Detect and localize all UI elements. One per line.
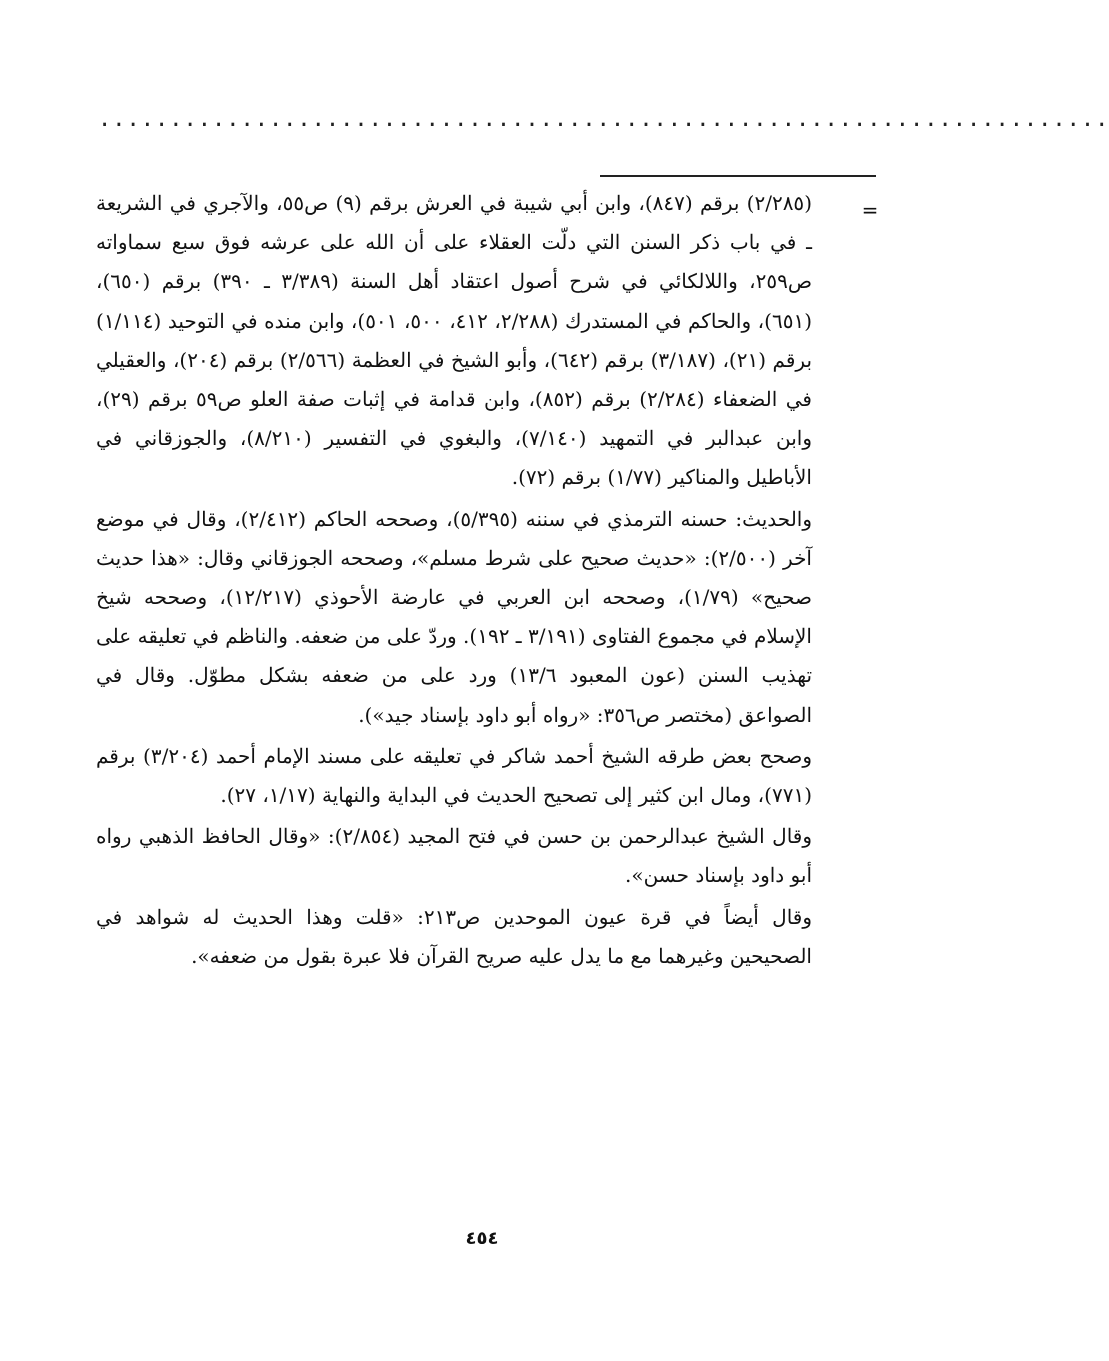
footnote-rule: [600, 175, 876, 177]
continuation-mark: =: [861, 198, 879, 222]
page-number: ٤٥٤: [465, 1228, 499, 1249]
paragraph-fath-al-majid: وقال الشيخ عبدالرحمن بن حسن في فتح المجيد (٢/٨٥٤): «وقال الحافظ الذهبي رواه أبو داود بإسناد حسن».: [96, 824, 812, 888]
paragraph-shakir: وصحح بعض طرقه الشيخ أحمد شاكر في تعليقه على مسند الإمام أحمد (٣/٢٠٤) برقم (٧٧١)، ومال ابن كثير إلى تصحيح الحديث في البداية والنهاية (١/١٧، ٢٧).: [96, 743, 812, 808]
footnote-body: [96, 184, 812, 978]
paragraph-sources: (٢/٢٨٥) برقم (٨٤٧)، وابن أبي شيبة في العرش برقم (٩) ص٥٥، والآجري في الشريعة ـ في باب ذكر السنن التي دلّت العقلاء على أن الله على عرشه فوق سبع سماواته ص٢٥٩، واللالكائي في شرح أصول اعتقاد أهل السنة (٣/٣٨٩ ـ ٣٩٠) برقم (٦٥٠)، (٦٥١)، والحاكم في المستدرك (٢/٢٨٨، ٤١٢، ٥٠٠، ٥٠١)، وابن منده في التوحيد (١/١١٤) برقم (٢١)، (٣/١٨٧) برقم (٦٤٢)، وأبو الشيخ في العظمة (٢/٥٦٦) برقم (٢٠٤)، والعقيلي في الضعفاء (٢/٢٨٤) برقم (٨٥٢)، وابن قدامة في إثبات صفة العلو ص٥٩ برقم (٢٩)، وابن عبدالبر في التمهيد (٧/١٤٠)، والبغوي في التفسير (٨/٢١٠)، والجوزقاني في الأباطيل والمناكير (١/٧٧) برقم (٧٢).: [96, 191, 813, 490]
paragraph-grading: والحديث: حسنه الترمذي في سننه (٥/٣٩٥)، وصححه الحاكم (٢/٤١٢)، وقال في موضع آخر (٢/٥٠٠): «حديث صحيح على شرط مسلم»، وصححه الجوزقاني وقال: «هذا حديث صحيح» (١/٧٩)، وصححه ابن العربي في عارضة الأحوذي (١٢/٢١٧)، وصححه شيخ الإسلام في مجموع الفتاوى (٣/١٩١ ـ ١٩٢). وردّ على من ضعفه. والناظم في تعليقه على تهذيب السنن (عون المعبود ١٣/٦) ورد على من ضعفه بشكل مطوّل. وقال في الصواعق (مختصر ص٣٥٦: «رواه أبو داود بإسناد جيد»).: [96, 506, 813, 727]
dotted-separator: .......................................................................: [98, 107, 1109, 132]
paragraph-qurrat-uyun: وقال أيضاً في قرة عيون الموحدين ص٢١٣: «قلت وهذا الحديث له شواهد في الصحيحين وغيرهما مع ما يدل عليه صريح القرآن فلا عبرة بقول من ضعفه».: [96, 904, 812, 968]
